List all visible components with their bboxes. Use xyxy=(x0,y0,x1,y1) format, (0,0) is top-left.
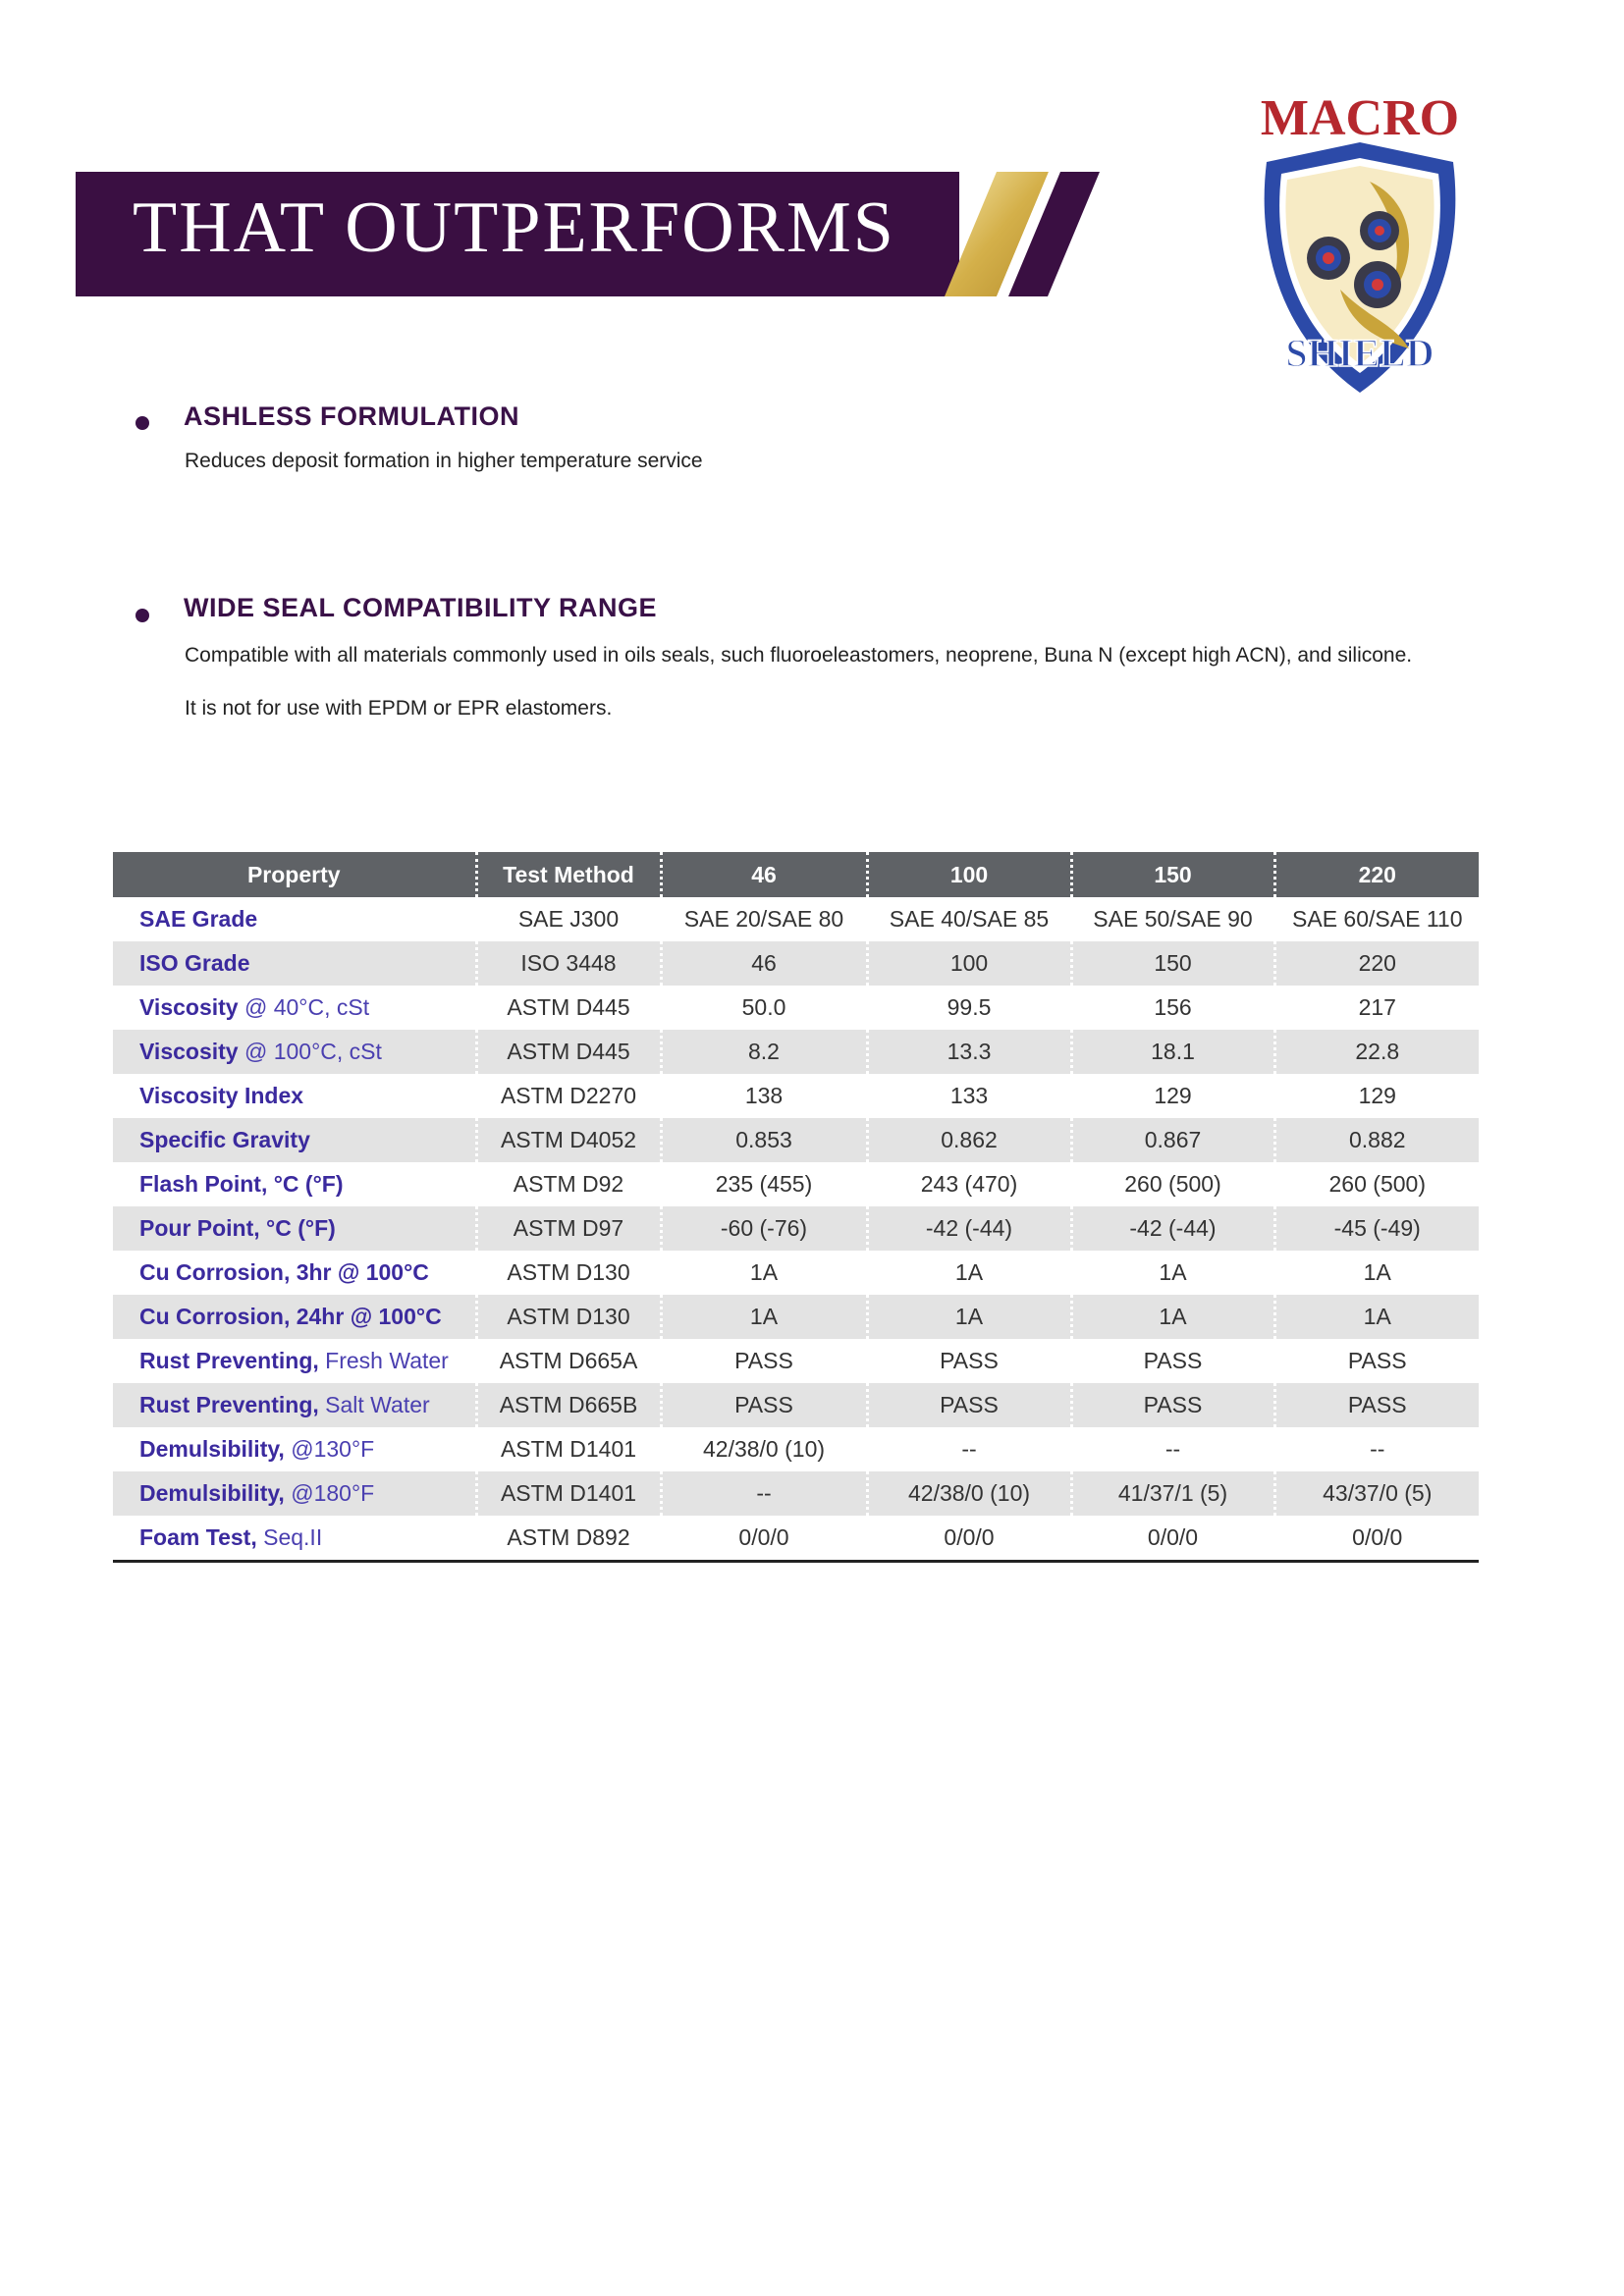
value-cell: -60 (-76) xyxy=(661,1206,867,1251)
value-cell: -42 (-44) xyxy=(867,1206,1071,1251)
value-cell: 0.867 xyxy=(1071,1118,1274,1162)
value-cell: 99.5 xyxy=(867,986,1071,1030)
property-qualifier: @180°F xyxy=(284,1480,375,1506)
property-cell xyxy=(113,1295,476,1339)
table-row xyxy=(113,941,1479,986)
property-cell xyxy=(113,897,476,941)
table-header-row xyxy=(113,852,1479,897)
value-cell: 41/37/1 (5) xyxy=(1071,1471,1274,1516)
value-cell: 260 (500) xyxy=(1071,1162,1274,1206)
table-row xyxy=(113,1118,1479,1162)
logo-bottom-text: SHIELD xyxy=(1285,331,1435,375)
feature-description: It is not for use with EPDM or EPR elastomers. xyxy=(185,697,613,720)
table-row xyxy=(113,986,1479,1030)
value-cell: 1A xyxy=(1071,1295,1274,1339)
table-body xyxy=(113,897,1479,1562)
feature-title: ASHLESS FORMULATION xyxy=(184,401,519,431)
property-cell xyxy=(113,1383,476,1427)
value-cell: 1A xyxy=(867,1251,1071,1295)
property-cell xyxy=(113,941,476,986)
value-cell: 1A xyxy=(661,1251,867,1295)
test-method-cell: ASTM D665A xyxy=(476,1339,661,1383)
header-grade-150: 150 xyxy=(1071,852,1274,897)
value-cell: 50.0 xyxy=(661,986,867,1030)
property-name: Demulsibility, xyxy=(139,1436,285,1462)
property-cell xyxy=(113,1471,476,1516)
property-qualifier: @ 40°C, cSt xyxy=(238,994,370,1020)
bullet-icon xyxy=(135,416,149,430)
value-cell: PASS xyxy=(867,1339,1071,1383)
value-cell: -- xyxy=(867,1427,1071,1471)
test-method-cell: ASTM D130 xyxy=(476,1251,661,1295)
value-cell: 156 xyxy=(1071,986,1274,1030)
property-qualifier: @130°F xyxy=(284,1436,375,1462)
table-row xyxy=(113,1383,1479,1427)
header-grade-100: 100 xyxy=(867,852,1071,897)
table-row xyxy=(113,1030,1479,1074)
gear-icon xyxy=(1307,237,1350,280)
value-cell: 260 (500) xyxy=(1328,1171,1426,1197)
value-cell: SAE 40/SAE 85 xyxy=(867,897,1071,941)
feature-title: WIDE SEAL COMPATIBILITY RANGE xyxy=(184,593,658,622)
value-cell: PASS xyxy=(1347,1348,1407,1373)
property-cell xyxy=(113,1162,476,1206)
test-method-cell: ASTM D1401 xyxy=(476,1427,661,1471)
value-cell: 0/0/0 xyxy=(1274,1516,1479,1562)
macro-shield-logo xyxy=(1222,93,1497,407)
property-cell xyxy=(113,1206,476,1251)
property-name: Rust Preventing, xyxy=(139,1392,319,1417)
value-cell: 1A xyxy=(867,1295,1071,1339)
property-name: Specific Gravity xyxy=(139,1127,310,1152)
value-cell: 0.882 xyxy=(1274,1118,1479,1162)
value-cell: 0/0/0 xyxy=(867,1516,1071,1562)
test-method-cell: ASTM D1401 xyxy=(476,1471,661,1516)
test-method-cell: ASTM D2270 xyxy=(476,1074,661,1118)
table-row xyxy=(113,1295,1479,1339)
value-cell: 150 xyxy=(1071,941,1274,986)
table-row xyxy=(113,1339,1479,1383)
test-method-cell: ASTM D92 xyxy=(476,1162,661,1206)
test-method-cell: ASTM D445 xyxy=(476,1030,661,1074)
property-name: ISO Grade xyxy=(139,950,250,976)
value-cell: SAE 50/SAE 90 xyxy=(1071,897,1274,941)
table-row xyxy=(113,1074,1479,1118)
property-cell xyxy=(113,1030,476,1074)
property-cell xyxy=(113,1251,476,1295)
value-cell: 0.853 xyxy=(661,1118,867,1162)
property-cell xyxy=(113,1339,476,1383)
logo-top-text: MACRO xyxy=(1260,93,1460,146)
value-cell: 129 xyxy=(1358,1083,1396,1108)
header-test-method: Test Method xyxy=(476,852,661,897)
value-cell: 100 xyxy=(867,941,1071,986)
table-row xyxy=(113,1471,1479,1516)
test-method-cell: ASTM D665B xyxy=(476,1383,661,1427)
value-cell: 22.8 xyxy=(1274,1030,1479,1074)
test-method-cell: ASTM D130 xyxy=(476,1295,661,1339)
test-method-cell: ASTM D892 xyxy=(476,1516,661,1562)
value-cell: 220 xyxy=(1274,941,1479,986)
property-name: Flash Point, °C (°F) xyxy=(139,1171,344,1197)
property-cell xyxy=(113,1074,476,1118)
test-method-cell: ASTM D4052 xyxy=(476,1118,661,1162)
test-method-cell: ASTM D445 xyxy=(476,986,661,1030)
gear-icon xyxy=(1360,211,1399,250)
value-cell: 13.3 xyxy=(867,1030,1071,1074)
value-cell: SAE 20/SAE 80 xyxy=(661,897,867,941)
value-cell: 243 (470) xyxy=(867,1162,1071,1206)
value-cell: 0/0/0 xyxy=(661,1516,867,1562)
feature-description: Compatible with all materials commonly used in oils seals, such fluoroeleastomers, neoprene, Buna N (except high ACN), and silicone. xyxy=(185,644,1413,667)
value-cell: 1A xyxy=(1071,1251,1274,1295)
table-row xyxy=(113,1206,1479,1251)
value-cell: PASS xyxy=(661,1339,867,1383)
value-cell: 42/38/0 (10) xyxy=(867,1471,1071,1516)
value-cell: 1A xyxy=(661,1295,867,1339)
property-name: Viscosity xyxy=(139,1039,239,1064)
specifications-table xyxy=(113,852,1479,1563)
value-cell: -- xyxy=(1370,1436,1385,1462)
header-grade-46: 46 xyxy=(661,852,867,897)
table-row xyxy=(113,1427,1479,1471)
property-name: Demulsibility, xyxy=(139,1480,285,1506)
property-name: Rust Preventing, xyxy=(139,1348,319,1373)
table-row xyxy=(113,1251,1479,1295)
value-cell: -- xyxy=(1071,1427,1274,1471)
value-cell: 46 xyxy=(661,941,867,986)
property-qualifier: Salt Water xyxy=(318,1392,430,1417)
test-method-cell: ASTM D97 xyxy=(476,1206,661,1251)
header-property: Property xyxy=(113,852,476,897)
property-qualifier: Seq.II xyxy=(256,1524,323,1550)
value-cell: SAE 60/SAE 110 xyxy=(1292,906,1463,932)
property-name: Foam Test, xyxy=(139,1524,257,1550)
value-cell: PASS xyxy=(1274,1383,1479,1427)
property-cell xyxy=(113,986,476,1030)
property-name: SAE Grade xyxy=(139,906,258,932)
property-cell xyxy=(113,1516,476,1562)
value-cell: PASS xyxy=(1071,1383,1274,1427)
header-grade-220: 220 xyxy=(1274,852,1479,897)
value-cell: 1A xyxy=(1274,1295,1479,1339)
value-cell: -- xyxy=(661,1471,867,1516)
value-cell: PASS xyxy=(867,1383,1071,1427)
value-cell: 217 xyxy=(1358,994,1396,1020)
value-cell: 8.2 xyxy=(661,1030,867,1074)
feature-description: Reduces deposit formation in higher temperature service xyxy=(185,450,703,472)
value-cell: 1A xyxy=(1363,1259,1391,1285)
table-row xyxy=(113,897,1479,941)
property-name: Cu Corrosion, 3hr @ 100°C xyxy=(139,1259,429,1285)
property-qualifier: Fresh Water xyxy=(318,1348,449,1373)
test-method-cell: ISO 3448 xyxy=(476,941,661,986)
value-cell: 0/0/0 xyxy=(1071,1516,1274,1562)
property-cell xyxy=(113,1427,476,1471)
value-cell: 42/38/0 (10) xyxy=(661,1427,867,1471)
value-cell: -42 (-44) xyxy=(1071,1206,1274,1251)
bullet-icon xyxy=(135,609,149,622)
value-cell: 43/37/0 (5) xyxy=(1274,1471,1479,1516)
value-cell: -45 (-49) xyxy=(1274,1206,1479,1251)
property-name: Viscosity Index xyxy=(139,1083,304,1108)
property-name: Pour Point, °C (°F) xyxy=(139,1215,336,1241)
table-row xyxy=(113,1162,1479,1206)
value-cell: 133 xyxy=(867,1074,1071,1118)
test-method-cell: SAE J300 xyxy=(476,897,661,941)
property-qualifier: @ 100°C, cSt xyxy=(238,1039,382,1064)
value-cell: PASS xyxy=(661,1383,867,1427)
page-title: THAT OUTPERFORMS xyxy=(133,187,895,268)
banner-stripes-decoration xyxy=(943,172,1100,296)
value-cell: 129 xyxy=(1071,1074,1274,1118)
value-cell: 235 (455) xyxy=(661,1162,867,1206)
table-row xyxy=(113,1516,1479,1562)
value-cell: 0.862 xyxy=(867,1118,1071,1162)
property-name: Cu Corrosion, 24hr @ 100°C xyxy=(139,1304,442,1329)
value-cell: PASS xyxy=(1071,1339,1274,1383)
gear-icon xyxy=(1354,261,1401,308)
property-cell xyxy=(113,1118,476,1162)
value-cell: 138 xyxy=(661,1074,867,1118)
property-name: Viscosity xyxy=(139,994,239,1020)
value-cell: 18.1 xyxy=(1071,1030,1274,1074)
